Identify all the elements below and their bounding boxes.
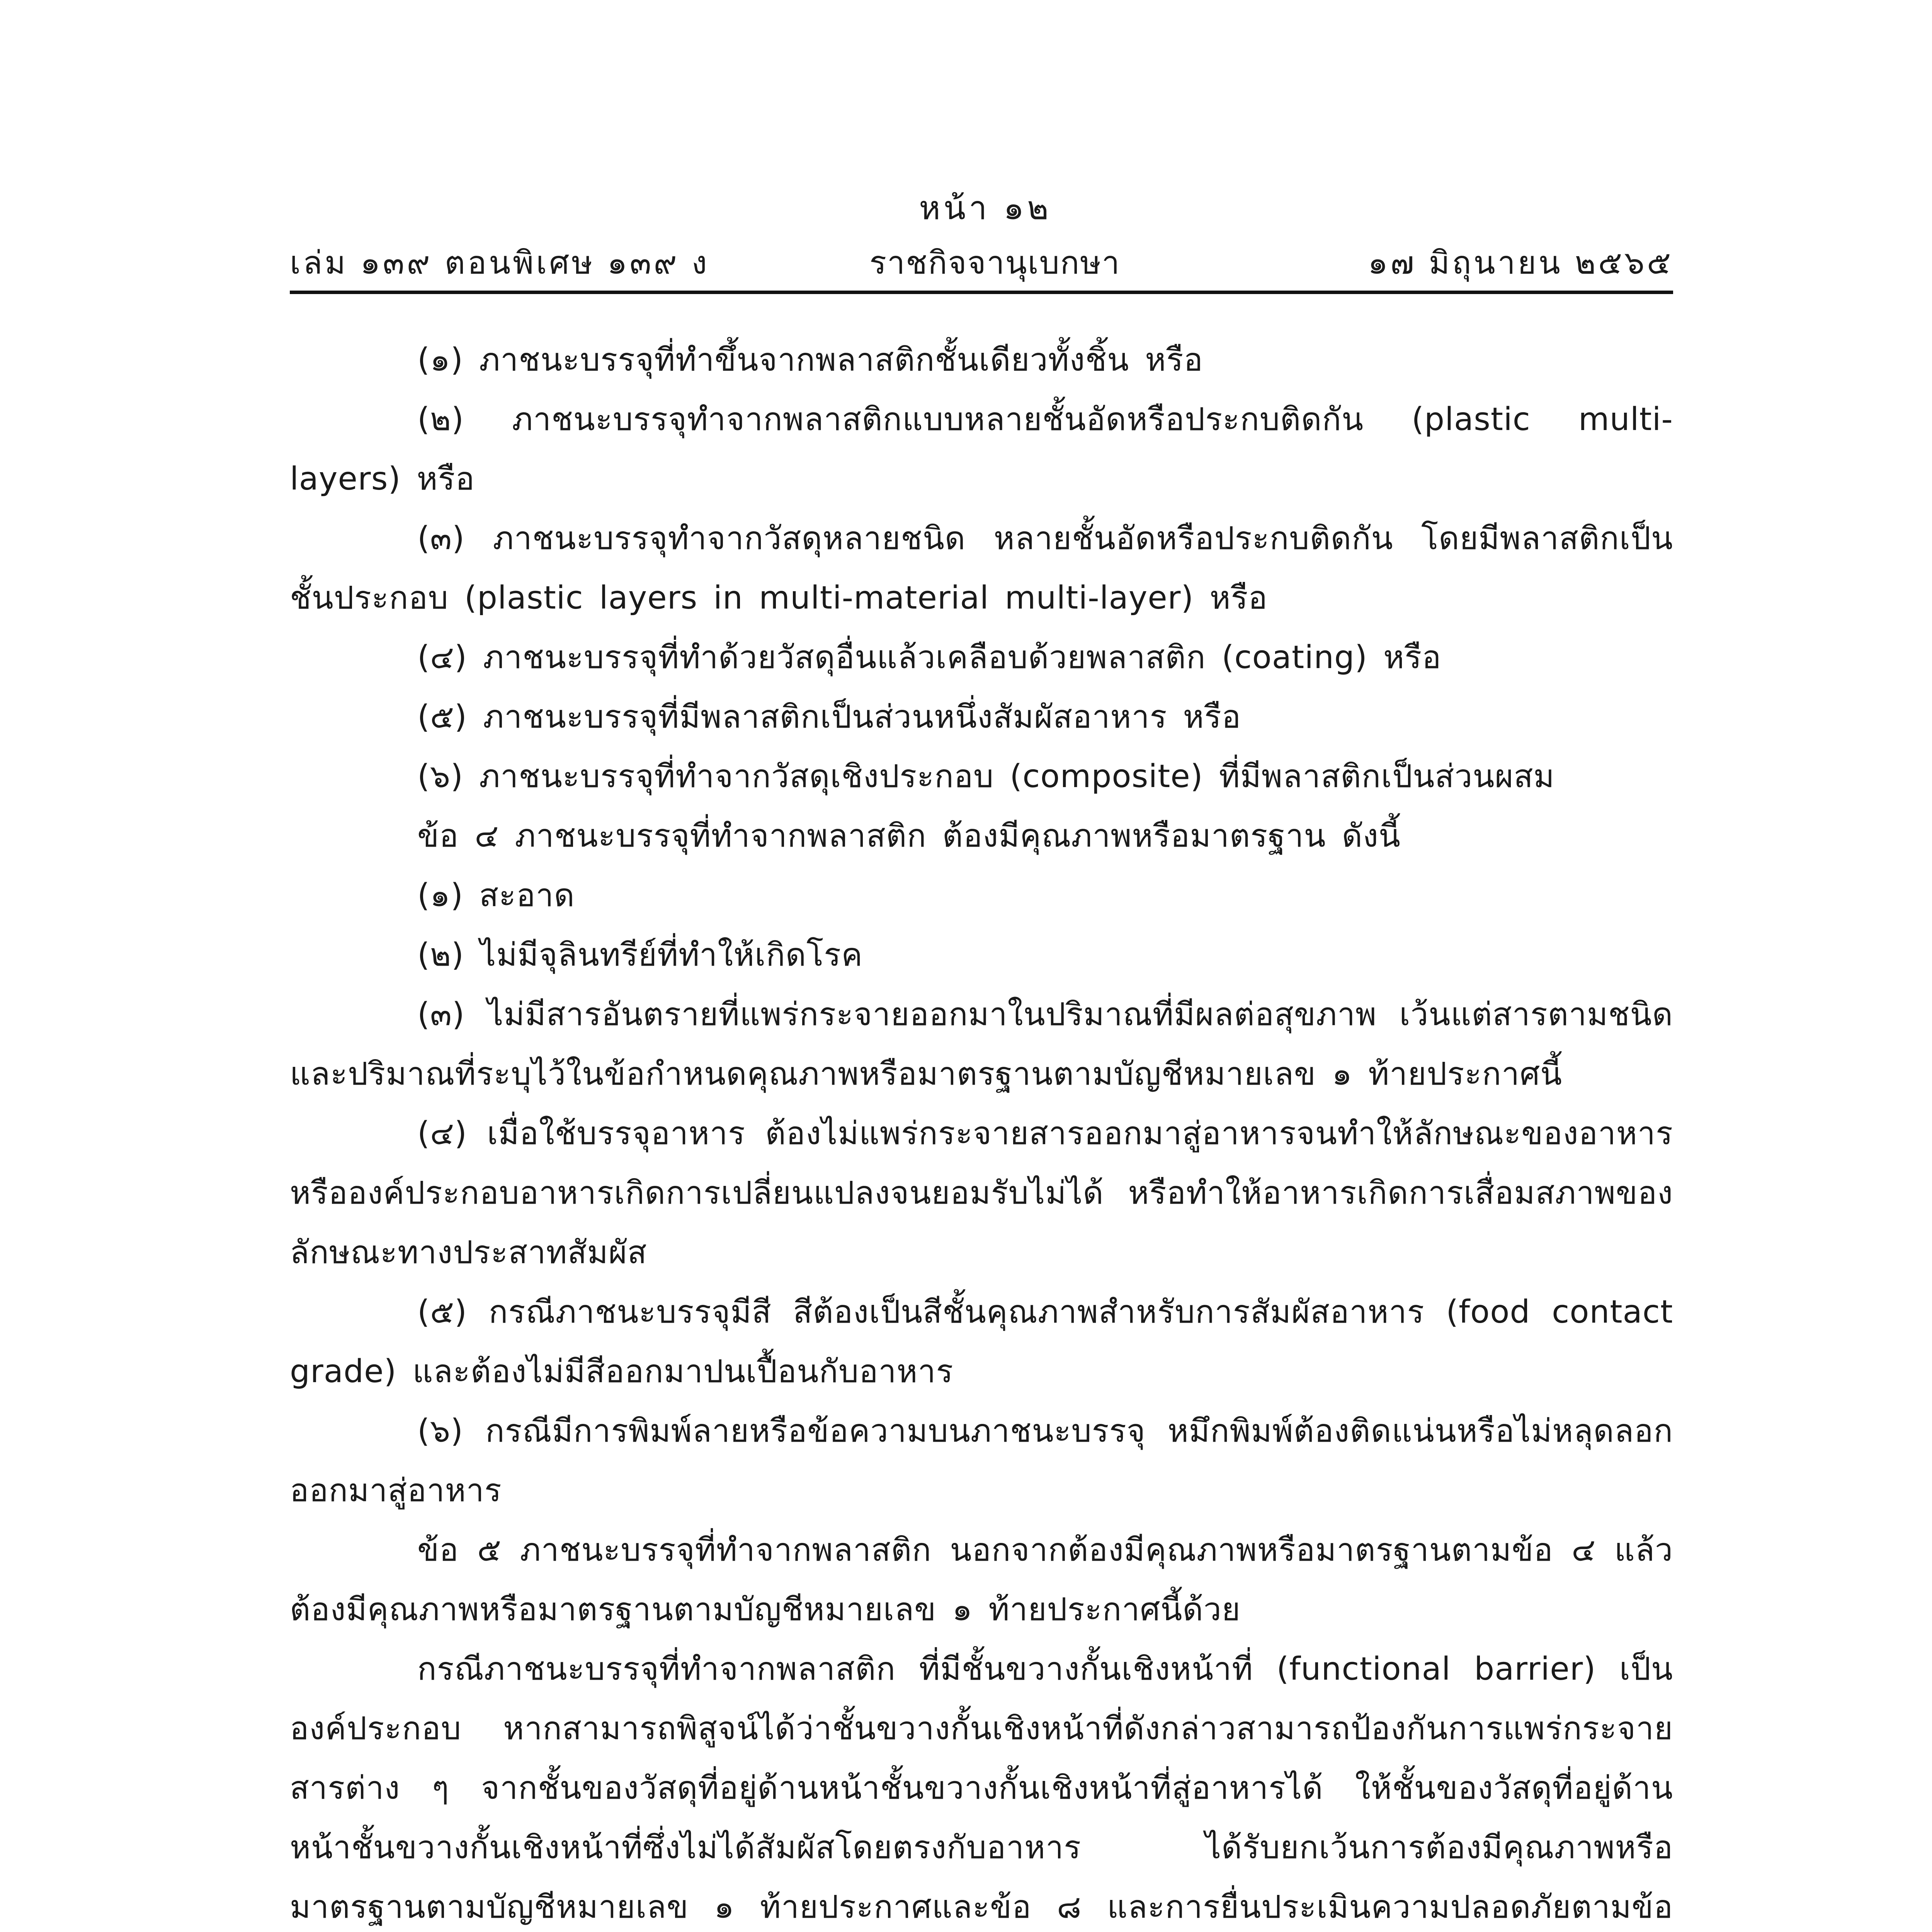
paragraph: กรณีภาชนะบรรจุที่ทำจากพลาสติก ที่มีชั้นขวางกั้นเชิงหน้าที่ (functional barrier) เป็นองค์ประกอบ หากสามารถพิสูจน์ได้ว่าชั้นขวางกั้นเชิงหน้าที่ดังกล่าวสามารถป้องกันการแพร่กระจายสารต่าง ๆ จากชั้นของวัสดุที่อยู่ด้านหน้าชั้นขวางกั้นเชิงหน้าที่สู่อาหารได้ ให้ชั้นของวัสดุที่อยู่ด้านหน้าชั้นขวางกั้นเชิงหน้าที่ซึ่งไม่ได้สัมผัสโดยตรงกับอาหาร ได้รับยกเว้นการต้องมีคุณภาพหรือมาตรฐานตามบัญชีหมายเลข ๑ ท้ายประกาศและข้อ ๘ และการยื่นประเมินความปลอดภัยตามข้อ: [290, 1651, 1673, 1925]
paragraph: (๒) ภาชนะบรรจุทำจากพลาสติกแบบหลายชั้นอัดหรือประกบติดกัน (plastic multi-layers) หรือ: [290, 401, 1673, 497]
gazette-header: [290, 238, 1673, 288]
paragraph: (๑) ภาชนะบรรจุที่ทำขึ้นจากพลาสติกชั้นเดียวทั้งชิ้น หรือ: [417, 342, 1203, 378]
paragraph: (๕) กรณีภาชนะบรรจุมีสี สีต้องเป็นสีชั้นคุณภาพสำหรับการสัมผัสอาหาร (food contact grade) และต้องไม่มีสีออกมาปนเปื้อนกับอาหาร: [290, 1294, 1673, 1390]
page-number: หน้า ๑๒: [919, 189, 1052, 227]
paragraph: (๖) กรณีมีการพิมพ์ลายหรือข้อความบนภาชนะบรรจุ หมึกพิมพ์ต้องติดแน่นหรือไม่หลุดลอกออกมาสู่อาหาร: [290, 1413, 1673, 1509]
header-divider: [290, 291, 1673, 294]
paragraph: (๔) เมื่อใช้บรรจุอาหาร ต้องไม่แพร่กระจายสารออกมาสู่อาหารจนทำให้ลักษณะของอาหารหรือองค์ประกอบอาหารเกิดการเปลี่ยนแปลงจนยอมรับไม่ได้ หรือทำให้อาหารเกิดการเสื่อมสภาพของลักษณะทางประสาทสัมผัส: [290, 1115, 1673, 1271]
document-body: [290, 330, 1673, 1932]
paragraph: (๒) ไม่มีจุลินทรีย์ที่ทำให้เกิดโรค: [417, 937, 863, 973]
publication-date: ๑๗ มิถุนายน ๒๕๖๕: [1368, 245, 1673, 281]
paragraph: (๓) ไม่มีสารอันตรายที่แพร่กระจายออกมาในปริมาณที่มีผลต่อสุขภาพ เว้นแต่สารตามชนิดและปริมาณที่ระบุไว้ในข้อกำหนดคุณภาพหรือมาตรฐานตามบัญชีหมายเลข ๑ ท้ายประกาศนี้: [290, 996, 1673, 1092]
paragraph: (๑) สะอาด: [417, 877, 575, 914]
volume-info: เล่ม ๑๓๙ ตอนพิเศษ ๑๓๙ ง: [290, 245, 709, 281]
paragraph: (๓) ภาชนะบรรจุทำจากวัสดุหลายชนิด หลายชั้นอัดหรือประกบติดกัน โดยมีพลาสติกเป็นชั้นประกอบ (plastic layers in multi-material multi-layer) หรือ: [290, 520, 1673, 616]
paragraph: (๕) ภาชนะบรรจุที่มีพลาสติกเป็นส่วนหนึ่งสัมผัสอาหาร หรือ: [417, 699, 1242, 735]
publication-title: ราชกิจจานุเบกษา: [869, 245, 1121, 281]
paragraph: (๖) ภาชนะบรรจุที่ทำจากวัสดุเชิงประกอบ (composite) ที่มีพลาสติกเป็นส่วนผสม: [417, 758, 1555, 795]
clause-heading: ข้อ ๔ ภาชนะบรรจุที่ทำจากพลาสติก ต้องมีคุณภาพหรือมาตรฐาน ดังนี้: [417, 818, 1401, 854]
paragraph: (๔) ภาชนะบรรจุที่ทำด้วยวัสดุอื่นแล้วเคลือบด้วยพลาสติก (coating) หรือ: [417, 639, 1442, 676]
clause-heading: ข้อ ๕ ภาชนะบรรจุที่ทำจากพลาสติก นอกจากต้องมีคุณภาพหรือมาตรฐานตามข้อ ๔ แล้ว ต้องมีคุณภาพหรือมาตรฐานตามบัญชีหมายเลข ๑ ท้ายประกาศนี้ด้วย: [290, 1532, 1673, 1628]
